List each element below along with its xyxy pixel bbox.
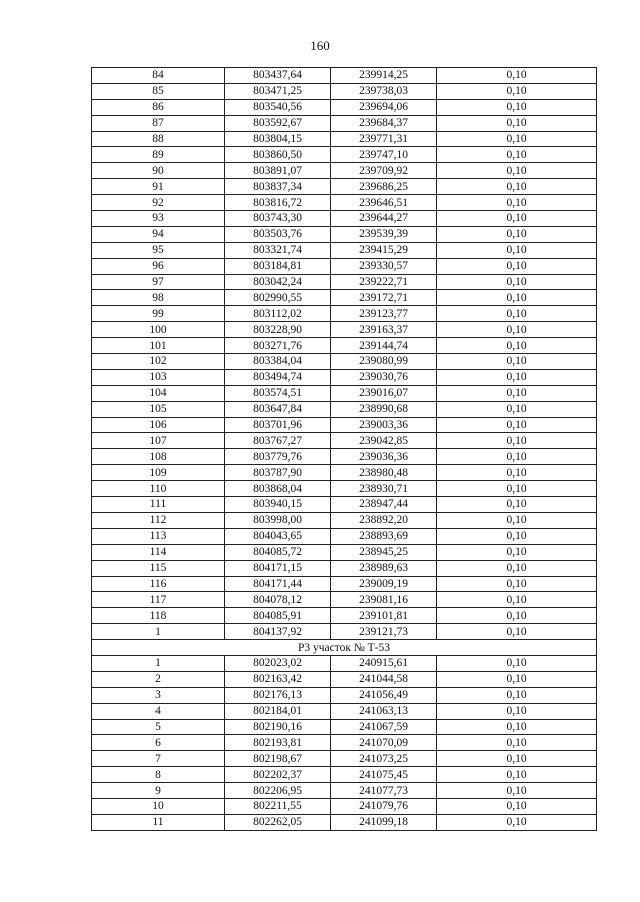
accuracy-cell: 0,10 bbox=[437, 195, 597, 211]
point-number-cell: 84 bbox=[92, 68, 225, 84]
point-number-cell: 95 bbox=[92, 242, 225, 258]
point-number-cell: 85 bbox=[92, 83, 225, 99]
accuracy-cell: 0,10 bbox=[437, 354, 597, 370]
accuracy-cell: 0,10 bbox=[437, 306, 597, 322]
accuracy-cell: 0,10 bbox=[437, 528, 597, 544]
x-coordinate-cell: 804137,92 bbox=[225, 624, 331, 640]
point-number-cell: 7 bbox=[92, 751, 225, 767]
table-row bbox=[92, 512, 597, 528]
x-coordinate-cell: 803471,25 bbox=[225, 83, 331, 99]
x-coordinate-cell: 803503,76 bbox=[225, 226, 331, 242]
accuracy-cell: 0,10 bbox=[437, 274, 597, 290]
x-coordinate-cell: 802206,95 bbox=[225, 783, 331, 799]
y-coordinate-cell: 241077,73 bbox=[331, 783, 437, 799]
point-number-cell: 96 bbox=[92, 258, 225, 274]
table-row bbox=[92, 735, 597, 751]
x-coordinate-cell: 802184,01 bbox=[225, 703, 331, 719]
accuracy-cell: 0,10 bbox=[437, 671, 597, 687]
accuracy-cell: 0,10 bbox=[437, 83, 597, 99]
accuracy-cell: 0,10 bbox=[437, 735, 597, 751]
x-coordinate-cell: 802163,42 bbox=[225, 671, 331, 687]
x-coordinate-cell: 803891,07 bbox=[225, 163, 331, 179]
table-row bbox=[92, 179, 597, 195]
accuracy-cell: 0,10 bbox=[437, 179, 597, 195]
y-coordinate-cell: 239686,25 bbox=[331, 179, 437, 195]
section-title: Р3 участок № Т-53 bbox=[92, 640, 597, 656]
y-coordinate-cell: 241056,49 bbox=[331, 687, 437, 703]
x-coordinate-cell: 803321,74 bbox=[225, 242, 331, 258]
table-row bbox=[92, 68, 597, 84]
point-number-cell: 3 bbox=[92, 687, 225, 703]
x-coordinate-cell: 804085,72 bbox=[225, 544, 331, 560]
accuracy-cell: 0,10 bbox=[437, 449, 597, 465]
x-coordinate-cell: 803042,24 bbox=[225, 274, 331, 290]
accuracy-cell: 0,10 bbox=[437, 608, 597, 624]
table-row bbox=[92, 481, 597, 497]
point-number-cell: 88 bbox=[92, 131, 225, 147]
y-coordinate-cell: 238893,69 bbox=[331, 528, 437, 544]
x-coordinate-cell: 803384,04 bbox=[225, 354, 331, 370]
point-number-cell: 109 bbox=[92, 465, 225, 481]
accuracy-cell: 0,10 bbox=[437, 687, 597, 703]
y-coordinate-cell: 238930,71 bbox=[331, 481, 437, 497]
accuracy-cell: 0,10 bbox=[437, 99, 597, 115]
y-coordinate-cell: 241099,18 bbox=[331, 814, 437, 830]
point-number-cell: 115 bbox=[92, 560, 225, 576]
x-coordinate-cell: 803184,81 bbox=[225, 258, 331, 274]
table-row bbox=[92, 401, 597, 417]
y-coordinate-cell: 241063,13 bbox=[331, 703, 437, 719]
accuracy-cell: 0,10 bbox=[437, 719, 597, 735]
table-row bbox=[92, 655, 597, 671]
table-row bbox=[92, 306, 597, 322]
y-coordinate-cell: 239123,77 bbox=[331, 306, 437, 322]
x-coordinate-cell: 803701,96 bbox=[225, 417, 331, 433]
x-coordinate-cell: 803998,00 bbox=[225, 512, 331, 528]
table-row bbox=[92, 258, 597, 274]
accuracy-cell: 0,10 bbox=[437, 798, 597, 814]
y-coordinate-cell: 241070,09 bbox=[331, 735, 437, 751]
point-number-cell: 99 bbox=[92, 306, 225, 322]
table-row bbox=[92, 417, 597, 433]
x-coordinate-cell: 803816,72 bbox=[225, 195, 331, 211]
y-coordinate-cell: 241075,45 bbox=[331, 767, 437, 783]
y-coordinate-cell: 239694,06 bbox=[331, 99, 437, 115]
x-coordinate-cell: 802193,81 bbox=[225, 735, 331, 751]
x-coordinate-cell: 803860,50 bbox=[225, 147, 331, 163]
y-coordinate-cell: 239771,31 bbox=[331, 131, 437, 147]
point-number-cell: 100 bbox=[92, 322, 225, 338]
x-coordinate-cell: 804043,65 bbox=[225, 528, 331, 544]
table-row bbox=[92, 576, 597, 592]
point-number-cell: 113 bbox=[92, 528, 225, 544]
y-coordinate-cell: 239684,37 bbox=[331, 115, 437, 131]
y-coordinate-cell: 239081,16 bbox=[331, 592, 437, 608]
x-coordinate-cell: 804171,44 bbox=[225, 576, 331, 592]
accuracy-cell: 0,10 bbox=[437, 624, 597, 640]
x-coordinate-cell: 803787,90 bbox=[225, 465, 331, 481]
table-row bbox=[92, 226, 597, 242]
point-number-cell: 102 bbox=[92, 354, 225, 370]
table-row bbox=[92, 338, 597, 354]
table-row bbox=[92, 242, 597, 258]
x-coordinate-cell: 802990,55 bbox=[225, 290, 331, 306]
table-row bbox=[92, 195, 597, 211]
accuracy-cell: 0,10 bbox=[437, 401, 597, 417]
x-coordinate-cell: 803437,64 bbox=[225, 68, 331, 84]
y-coordinate-cell: 241073,25 bbox=[331, 751, 437, 767]
point-number-cell: 116 bbox=[92, 576, 225, 592]
x-coordinate-cell: 803271,76 bbox=[225, 338, 331, 354]
point-number-cell: 101 bbox=[92, 338, 225, 354]
accuracy-cell: 0,10 bbox=[437, 576, 597, 592]
x-coordinate-cell: 802190,16 bbox=[225, 719, 331, 735]
point-number-cell: 103 bbox=[92, 369, 225, 385]
point-number-cell: 8 bbox=[92, 767, 225, 783]
x-coordinate-cell: 803592,67 bbox=[225, 115, 331, 131]
x-coordinate-cell: 803767,27 bbox=[225, 433, 331, 449]
y-coordinate-cell: 239914,25 bbox=[331, 68, 437, 84]
point-number-cell: 108 bbox=[92, 449, 225, 465]
point-number-cell: 6 bbox=[92, 735, 225, 751]
point-number-cell: 104 bbox=[92, 385, 225, 401]
point-number-cell: 87 bbox=[92, 115, 225, 131]
table-row bbox=[92, 290, 597, 306]
x-coordinate-cell: 802198,67 bbox=[225, 751, 331, 767]
point-number-cell: 9 bbox=[92, 783, 225, 799]
table-row bbox=[92, 703, 597, 719]
table-row bbox=[92, 322, 597, 338]
y-coordinate-cell: 238990,68 bbox=[331, 401, 437, 417]
accuracy-cell: 0,10 bbox=[437, 385, 597, 401]
table-row bbox=[92, 369, 597, 385]
y-coordinate-cell: 238892,20 bbox=[331, 512, 437, 528]
table-row bbox=[92, 497, 597, 513]
point-number-cell: 1 bbox=[92, 655, 225, 671]
accuracy-cell: 0,10 bbox=[437, 147, 597, 163]
x-coordinate-cell: 804171,15 bbox=[225, 560, 331, 576]
y-coordinate-cell: 239747,10 bbox=[331, 147, 437, 163]
y-coordinate-cell: 239738,03 bbox=[331, 83, 437, 99]
table-row bbox=[92, 163, 597, 179]
x-coordinate-cell: 803647,84 bbox=[225, 401, 331, 417]
y-coordinate-cell: 241067,59 bbox=[331, 719, 437, 735]
point-number-cell: 94 bbox=[92, 226, 225, 242]
y-coordinate-cell: 239709,92 bbox=[331, 163, 437, 179]
y-coordinate-cell: 239330,57 bbox=[331, 258, 437, 274]
y-coordinate-cell: 239222,71 bbox=[331, 274, 437, 290]
table-row bbox=[92, 798, 597, 814]
accuracy-cell: 0,10 bbox=[437, 767, 597, 783]
accuracy-cell: 0,10 bbox=[437, 497, 597, 513]
table-row bbox=[92, 354, 597, 370]
point-number-cell: 106 bbox=[92, 417, 225, 433]
table-row bbox=[92, 147, 597, 163]
table-row bbox=[92, 592, 597, 608]
accuracy-cell: 0,10 bbox=[437, 290, 597, 306]
table-row bbox=[92, 560, 597, 576]
accuracy-cell: 0,10 bbox=[437, 369, 597, 385]
point-number-cell: 1 bbox=[92, 624, 225, 640]
table-row bbox=[92, 449, 597, 465]
point-number-cell: 91 bbox=[92, 179, 225, 195]
x-coordinate-cell: 803779,76 bbox=[225, 449, 331, 465]
accuracy-cell: 0,10 bbox=[437, 783, 597, 799]
y-coordinate-cell: 239101,81 bbox=[331, 608, 437, 624]
y-coordinate-cell: 239042,85 bbox=[331, 433, 437, 449]
accuracy-cell: 0,10 bbox=[437, 465, 597, 481]
x-coordinate-cell: 803540,56 bbox=[225, 99, 331, 115]
table-row bbox=[92, 465, 597, 481]
x-coordinate-cell: 803837,34 bbox=[225, 179, 331, 195]
point-number-cell: 11 bbox=[92, 814, 225, 830]
accuracy-cell: 0,10 bbox=[437, 68, 597, 84]
point-number-cell: 97 bbox=[92, 274, 225, 290]
table-row bbox=[92, 719, 597, 735]
accuracy-cell: 0,10 bbox=[437, 814, 597, 830]
point-number-cell: 114 bbox=[92, 544, 225, 560]
accuracy-cell: 0,10 bbox=[437, 544, 597, 560]
y-coordinate-cell: 239036,36 bbox=[331, 449, 437, 465]
accuracy-cell: 0,10 bbox=[437, 226, 597, 242]
y-coordinate-cell: 239539,39 bbox=[331, 226, 437, 242]
accuracy-cell: 0,10 bbox=[437, 655, 597, 671]
y-coordinate-cell: 239646,51 bbox=[331, 195, 437, 211]
x-coordinate-cell: 802023,02 bbox=[225, 655, 331, 671]
accuracy-cell: 0,10 bbox=[437, 417, 597, 433]
point-number-cell: 93 bbox=[92, 211, 225, 227]
point-number-cell: 2 bbox=[92, 671, 225, 687]
table-row bbox=[92, 115, 597, 131]
x-coordinate-cell: 803743,30 bbox=[225, 211, 331, 227]
accuracy-cell: 0,10 bbox=[437, 258, 597, 274]
point-number-cell: 86 bbox=[92, 99, 225, 115]
point-number-cell: 98 bbox=[92, 290, 225, 306]
table-row bbox=[92, 687, 597, 703]
coordinates-table-body bbox=[92, 68, 597, 831]
x-coordinate-cell: 802176,13 bbox=[225, 687, 331, 703]
x-coordinate-cell: 803940,15 bbox=[225, 497, 331, 513]
table-row bbox=[92, 131, 597, 147]
accuracy-cell: 0,10 bbox=[437, 211, 597, 227]
table-row bbox=[92, 385, 597, 401]
x-coordinate-cell: 802211,55 bbox=[225, 798, 331, 814]
table-row bbox=[92, 274, 597, 290]
point-number-cell: 105 bbox=[92, 401, 225, 417]
section-header-row bbox=[92, 640, 597, 656]
accuracy-cell: 0,10 bbox=[437, 592, 597, 608]
x-coordinate-cell: 803494,74 bbox=[225, 369, 331, 385]
point-number-cell: 90 bbox=[92, 163, 225, 179]
table-row bbox=[92, 528, 597, 544]
page-number: 160 bbox=[310, 38, 330, 53]
y-coordinate-cell: 238945,25 bbox=[331, 544, 437, 560]
table-row bbox=[92, 624, 597, 640]
point-number-cell: 10 bbox=[92, 798, 225, 814]
point-number-cell: 112 bbox=[92, 512, 225, 528]
point-number-cell: 110 bbox=[92, 481, 225, 497]
point-number-cell: 107 bbox=[92, 433, 225, 449]
y-coordinate-cell: 238980,48 bbox=[331, 465, 437, 481]
y-coordinate-cell: 239080,99 bbox=[331, 354, 437, 370]
accuracy-cell: 0,10 bbox=[437, 322, 597, 338]
x-coordinate-cell: 803868,04 bbox=[225, 481, 331, 497]
x-coordinate-cell: 804085,91 bbox=[225, 608, 331, 624]
y-coordinate-cell: 239163,37 bbox=[331, 322, 437, 338]
x-coordinate-cell: 802262,05 bbox=[225, 814, 331, 830]
table-row bbox=[92, 83, 597, 99]
y-coordinate-cell: 239030,76 bbox=[331, 369, 437, 385]
table-row bbox=[92, 608, 597, 624]
accuracy-cell: 0,10 bbox=[437, 703, 597, 719]
table-row bbox=[92, 751, 597, 767]
accuracy-cell: 0,10 bbox=[437, 163, 597, 179]
accuracy-cell: 0,10 bbox=[437, 242, 597, 258]
point-number-cell: 111 bbox=[92, 497, 225, 513]
table-row bbox=[92, 671, 597, 687]
y-coordinate-cell: 239644,27 bbox=[331, 211, 437, 227]
point-number-cell: 92 bbox=[92, 195, 225, 211]
y-coordinate-cell: 238989,63 bbox=[331, 560, 437, 576]
coordinates-table bbox=[91, 67, 597, 831]
point-number-cell: 117 bbox=[92, 592, 225, 608]
y-coordinate-cell: 239121,73 bbox=[331, 624, 437, 640]
accuracy-cell: 0,10 bbox=[437, 131, 597, 147]
point-number-cell: 118 bbox=[92, 608, 225, 624]
x-coordinate-cell: 803804,15 bbox=[225, 131, 331, 147]
accuracy-cell: 0,10 bbox=[437, 481, 597, 497]
table-row bbox=[92, 211, 597, 227]
accuracy-cell: 0,10 bbox=[437, 338, 597, 354]
table-row bbox=[92, 99, 597, 115]
y-coordinate-cell: 241079,76 bbox=[331, 798, 437, 814]
x-coordinate-cell: 802202,37 bbox=[225, 767, 331, 783]
point-number-cell: 5 bbox=[92, 719, 225, 735]
x-coordinate-cell: 803574,51 bbox=[225, 385, 331, 401]
y-coordinate-cell: 238947,44 bbox=[331, 497, 437, 513]
point-number-cell: 4 bbox=[92, 703, 225, 719]
table-row bbox=[92, 767, 597, 783]
accuracy-cell: 0,10 bbox=[437, 115, 597, 131]
y-coordinate-cell: 240915,61 bbox=[331, 655, 437, 671]
y-coordinate-cell: 239009,19 bbox=[331, 576, 437, 592]
table-row bbox=[92, 433, 597, 449]
table-row bbox=[92, 814, 597, 830]
y-coordinate-cell: 239415,29 bbox=[331, 242, 437, 258]
accuracy-cell: 0,10 bbox=[437, 751, 597, 767]
y-coordinate-cell: 239016,07 bbox=[331, 385, 437, 401]
accuracy-cell: 0,10 bbox=[437, 512, 597, 528]
x-coordinate-cell: 803228,90 bbox=[225, 322, 331, 338]
x-coordinate-cell: 804078,12 bbox=[225, 592, 331, 608]
y-coordinate-cell: 239144,74 bbox=[331, 338, 437, 354]
y-coordinate-cell: 239003,36 bbox=[331, 417, 437, 433]
point-number-cell: 89 bbox=[92, 147, 225, 163]
y-coordinate-cell: 241044,58 bbox=[331, 671, 437, 687]
x-coordinate-cell: 803112,02 bbox=[225, 306, 331, 322]
accuracy-cell: 0,10 bbox=[437, 433, 597, 449]
accuracy-cell: 0,10 bbox=[437, 560, 597, 576]
table-row bbox=[92, 544, 597, 560]
y-coordinate-cell: 239172,71 bbox=[331, 290, 437, 306]
table-row bbox=[92, 783, 597, 799]
